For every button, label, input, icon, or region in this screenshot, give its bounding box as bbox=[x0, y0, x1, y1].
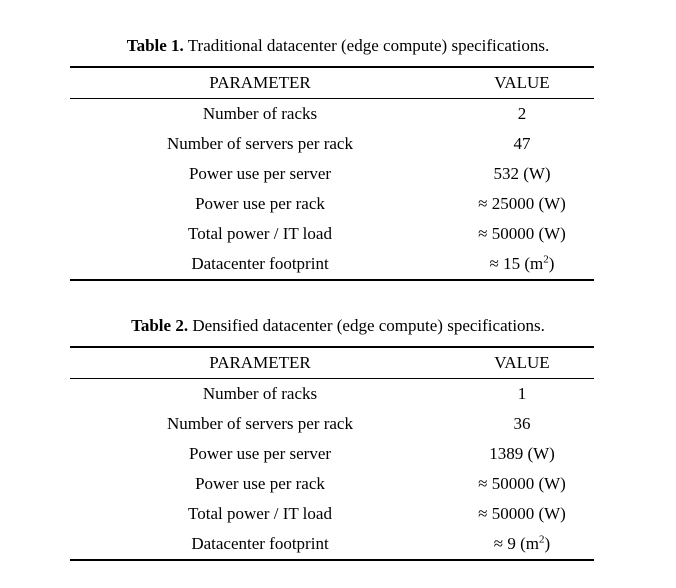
table-2-row-5-parameter: Total power / IT load bbox=[188, 504, 332, 523]
table-1-caption-label: Table 1. bbox=[126, 36, 184, 55]
table-1-row-3-value: 532 (W) bbox=[493, 164, 551, 183]
table-row bbox=[70, 469, 594, 499]
table-row bbox=[70, 99, 594, 129]
table-row bbox=[70, 249, 594, 279]
table-1-row-1-value: 2 bbox=[517, 104, 527, 123]
table-2-row-2-parameter: Number of servers per rack bbox=[167, 414, 353, 433]
table-1-row-6-parameter: Datacenter footprint bbox=[191, 254, 329, 273]
table-1-row-1-parameter: Number of racks bbox=[202, 104, 318, 123]
table-2-row-4-value: ≈ 50000 (W) bbox=[478, 474, 566, 493]
table-1-row-6-value bbox=[450, 254, 594, 274]
table-row bbox=[70, 499, 594, 529]
table-2-row-6-value-sup: 2 bbox=[539, 533, 545, 546]
table-row bbox=[70, 219, 594, 249]
table-1-header-value: VALUE bbox=[494, 73, 550, 92]
table-1-header-parameter: PARAMETER bbox=[209, 73, 311, 92]
table-1-row-4-value: ≈ 25000 (W) bbox=[478, 194, 566, 213]
table-1-row-3-parameter: Power use per server bbox=[188, 164, 332, 183]
table-1 bbox=[70, 66, 594, 281]
table-row bbox=[70, 189, 594, 219]
table-2-row-4-parameter: Power use per rack bbox=[195, 474, 325, 493]
table-2-header-row bbox=[70, 348, 594, 379]
table-2-row-6-value bbox=[450, 534, 594, 554]
table-2-row-1-parameter: Number of racks bbox=[202, 384, 318, 403]
table-row bbox=[70, 409, 594, 439]
table-1-caption-text: Traditional datacenter (edge compute) specifications. bbox=[183, 36, 550, 55]
table-2 bbox=[70, 346, 594, 561]
table-1-row-2-parameter: Number of servers per rack bbox=[167, 134, 353, 153]
table-1-row-2-value: 47 bbox=[513, 134, 531, 153]
table-2-caption-label: Table 2. bbox=[131, 316, 189, 335]
table-1-row-6-value-main: ≈ 15 (m bbox=[489, 254, 544, 273]
table-2-row-6-value-main: ≈ 9 (m bbox=[493, 534, 540, 553]
table-2-row-6-value-post: ) bbox=[544, 534, 551, 553]
table-2-caption-text: Densified datacenter (edge compute) specifications. bbox=[188, 316, 545, 335]
table-row bbox=[70, 129, 594, 159]
table-1-row-5-value: ≈ 50000 (W) bbox=[478, 224, 566, 243]
table-1-caption bbox=[0, 36, 676, 56]
table-1-row-6-value-post: ) bbox=[548, 254, 555, 273]
table-2-header-value: VALUE bbox=[494, 353, 550, 372]
table-row bbox=[70, 379, 594, 409]
table-row bbox=[70, 439, 594, 469]
table-2-row-3-parameter: Power use per server bbox=[188, 444, 332, 463]
table-2-row-6-parameter: Datacenter footprint bbox=[191, 534, 329, 553]
table-1-header-row bbox=[70, 68, 594, 99]
table-2-row-5-value: ≈ 50000 (W) bbox=[478, 504, 566, 523]
table-2-row-2-value: 36 bbox=[513, 414, 531, 433]
table-row bbox=[70, 159, 594, 189]
table-2-row-1-value: 1 bbox=[517, 384, 527, 403]
table-1-row-5-parameter: Total power / IT load bbox=[188, 224, 332, 243]
table-2-row-3-value: 1389 (W) bbox=[489, 444, 555, 463]
table-1-row-6-value-sup: 2 bbox=[543, 253, 549, 266]
table-2-caption bbox=[0, 316, 676, 336]
table-row bbox=[70, 529, 594, 559]
table-2-header-parameter: PARAMETER bbox=[209, 353, 311, 372]
table-1-row-4-parameter: Power use per rack bbox=[195, 194, 325, 213]
